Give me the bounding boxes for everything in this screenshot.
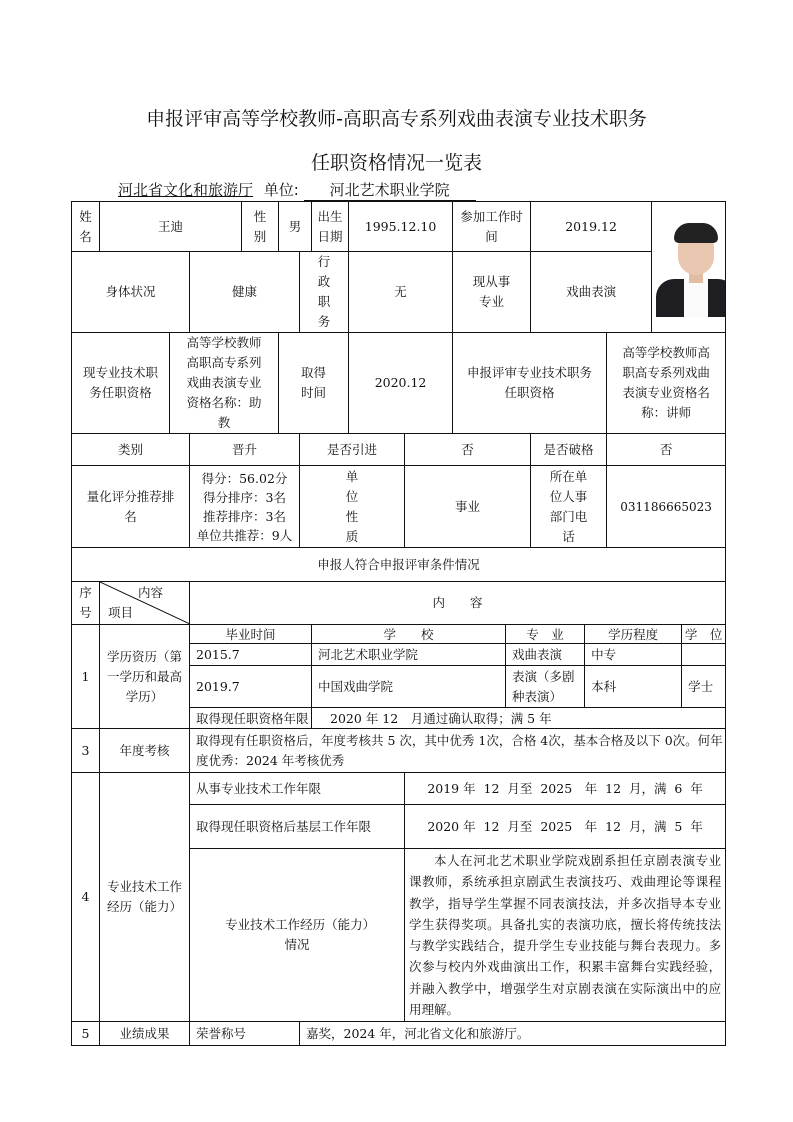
document-title-line1: 申报评审高等学校教师-高职高专系列戏曲表演专业技术职务 bbox=[146, 108, 647, 130]
experience-desc-label: 专业技术工作经历（能力）情况 bbox=[190, 849, 405, 1022]
current-title-label: 现专业技术职务任职资格 bbox=[72, 333, 170, 434]
introduced-value: 否 bbox=[405, 434, 531, 466]
section-title: 申报人符合申报评审条件情况 bbox=[72, 548, 726, 582]
applicant-photo bbox=[652, 217, 726, 317]
score-value bbox=[190, 466, 300, 548]
name-label: 姓名 bbox=[72, 202, 100, 252]
edu-col-time: 毕业时间 bbox=[190, 625, 312, 644]
score-label: 量化评分推荐排名 bbox=[72, 466, 190, 548]
major-label: 现从事专业 bbox=[453, 252, 531, 333]
department-name: 河北省文化和旅游厅 bbox=[118, 181, 254, 199]
gender-value: 男 bbox=[279, 202, 312, 252]
edu-years-value: 2020 年 12 月通过确认取得；满 5 年 bbox=[312, 708, 726, 729]
score-line: 得分：56.02分 bbox=[201, 470, 288, 486]
assessment-label: 年度考核 bbox=[100, 729, 190, 773]
nature-value: 事业 bbox=[405, 466, 531, 548]
obtain-label: 取得时间 bbox=[279, 333, 349, 434]
qualification-form-table bbox=[71, 201, 726, 1046]
achievement-seq: 5 bbox=[72, 1022, 100, 1046]
applicant-photo-cell bbox=[652, 202, 726, 333]
health-value: 健康 bbox=[190, 252, 300, 333]
edu-row-major: 表演（多剧种表演） bbox=[506, 666, 585, 708]
content-corner-label: 内容 bbox=[137, 585, 163, 600]
category-value: 晋升 bbox=[190, 434, 300, 466]
unit-name: 河北艺术职业学院 bbox=[304, 179, 476, 201]
score-line: 单位共推荐：9人 bbox=[196, 527, 293, 543]
edu-col-school: 学 校 bbox=[312, 625, 506, 644]
score-line: 得分排序：3名 bbox=[203, 489, 286, 505]
honor-text: 嘉奖，2024 年，河北省文化和旅游厅。 bbox=[300, 1022, 726, 1046]
edu-row-degree bbox=[682, 644, 726, 666]
work-start-value: 2019.12 bbox=[531, 202, 652, 252]
education-seq: 1 bbox=[72, 625, 100, 729]
document-title-line2: 任职资格情况一览表 bbox=[310, 152, 482, 174]
edu-row-degree: 学士 bbox=[682, 666, 726, 708]
hr-phone-value: 031186665023 bbox=[607, 466, 726, 548]
current-title-value: 高等学校教师高职高专系列戏曲表演专业资格名称：助教 bbox=[170, 333, 279, 434]
experience-label: 专业技术工作经历（能力） bbox=[100, 773, 190, 1022]
honor-label: 荣誉称号 bbox=[190, 1022, 300, 1046]
unit-label: 单位: bbox=[263, 181, 299, 199]
edu-col-degree: 学 位 bbox=[682, 625, 726, 644]
admin-label: 行政职务 bbox=[300, 252, 349, 333]
exceptional-value: 否 bbox=[607, 434, 726, 466]
work-years-value: 2019 年 12 月至 2025 年 12 月，满 6 年 bbox=[405, 773, 726, 805]
grassroots-years-label: 取得现任职资格后基层工作年限 bbox=[190, 805, 405, 849]
edu-row-major: 戏曲表演 bbox=[506, 644, 585, 666]
item-header-cell bbox=[100, 582, 190, 625]
obtain-value: 2020.12 bbox=[349, 333, 453, 434]
edu-row-level: 中专 bbox=[585, 644, 682, 666]
introduced-label: 是否引进 bbox=[300, 434, 405, 466]
achievement-label: 业绩成果 bbox=[100, 1022, 190, 1046]
score-line: 推荐排序：3名 bbox=[203, 508, 286, 524]
experience-seq: 4 bbox=[72, 773, 100, 1022]
item-corner-label: 项目 bbox=[108, 605, 134, 620]
work-years-label: 从事专业技术工作年限 bbox=[190, 773, 405, 805]
admin-value: 无 bbox=[349, 252, 453, 333]
exceptional-label: 是否破格 bbox=[531, 434, 607, 466]
edu-col-level: 学历程度 bbox=[585, 625, 682, 644]
hr-phone-label: 所在单位人事部门电话 bbox=[531, 466, 607, 548]
major-value: 戏曲表演 bbox=[531, 252, 652, 333]
edu-row-time: 2019.7 bbox=[190, 666, 312, 708]
edu-row-school: 中国戏曲学院 bbox=[312, 666, 506, 708]
grassroots-years-value: 2020 年 12 月至 2025 年 12 月，满 5 年 bbox=[405, 805, 726, 849]
birth-value: 1995.12.10 bbox=[349, 202, 453, 252]
edu-row-school: 河北艺术职业学院 bbox=[312, 644, 506, 666]
category-label: 类别 bbox=[72, 434, 190, 466]
assessment-seq: 3 bbox=[72, 729, 100, 773]
name-value: 王迪 bbox=[100, 202, 242, 252]
experience-desc-text: 本人在河北艺术职业学院戏剧系担任京剧表演专业课教师，系统承担京剧武生表演技巧、戏曲理论等课程教学，指导学生掌握不同表演技法，并多次指导本专业学生获得奖项。具备扎实的表演功底，擅长将传统技法与教学实践结合，提升学生专业技能与舞台表现力。多次参与校内外戏曲演出工作，积累丰富舞台实践经验，并融入教学中，增强学生对京剧表演在实际演出中的应用理解。 bbox=[405, 849, 726, 1022]
seq-label: 序号 bbox=[72, 582, 100, 625]
health-label: 身体状况 bbox=[72, 252, 190, 333]
work-start-label: 参加工作时间 bbox=[453, 202, 531, 252]
nature-label: 单位性质 bbox=[300, 466, 405, 548]
edu-col-major: 专 业 bbox=[506, 625, 585, 644]
assessment-text: 取得现有任职资格后，年度考核共 5 次，其中优秀 1次，合格 4次，基本合格及以下 0次。何年度优秀：2024 年考核优秀 bbox=[190, 729, 726, 773]
education-label: 学历资历（第一学历和最高学历） bbox=[100, 625, 190, 729]
apply-title-value: 高等学校教师高职高专系列戏曲表演专业资格名称：讲师 bbox=[607, 333, 726, 434]
apply-title-label: 申报评审专业技术职务任职资格 bbox=[453, 333, 607, 434]
edu-row-time: 2015.7 bbox=[190, 644, 312, 666]
edu-years-label: 取得现任职资格年限 bbox=[190, 708, 312, 729]
birth-label: 出生日期 bbox=[312, 202, 349, 252]
content-header: 内 容 bbox=[190, 582, 726, 625]
gender-label: 性别 bbox=[242, 202, 279, 252]
unit-line bbox=[118, 179, 476, 201]
edu-row-level: 本科 bbox=[585, 666, 682, 708]
